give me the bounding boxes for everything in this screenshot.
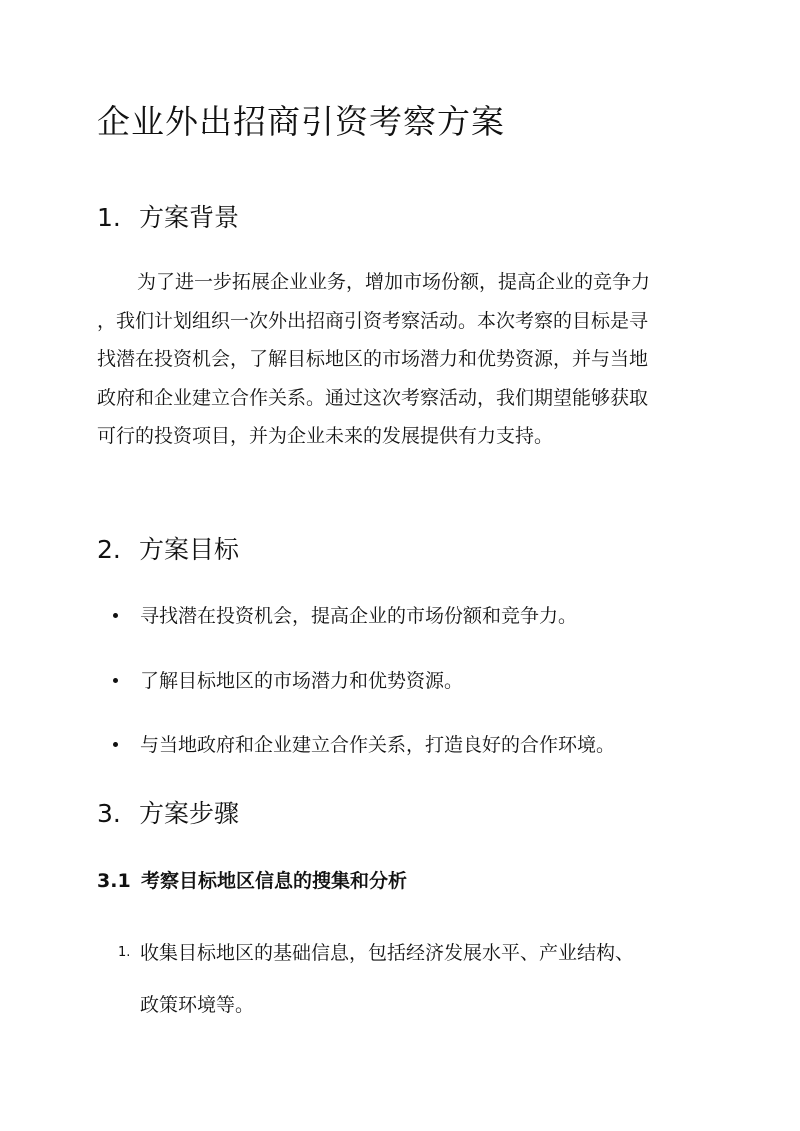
goal-list-item	[113, 601, 577, 628]
list-marker: 1.	[118, 945, 131, 960]
paragraph-line: 政府和企业建立合作关系。通过这次考察活动，我们期望能够获取	[97, 386, 649, 409]
section-heading-background	[97, 198, 239, 234]
section-number: 1.	[97, 203, 121, 232]
section-title: 方案背景	[139, 203, 240, 232]
goal-text: 了解目标地区的市场潜力和优势资源。	[140, 670, 464, 692]
document-title: 企业外出招商引资考察方案	[97, 102, 505, 141]
bullet-icon	[113, 742, 118, 747]
list-item-line: 收集目标地区的基础信息，包括经济发展水平、产业结构、	[140, 942, 635, 964]
list-item-line: 政策环境等。	[140, 994, 255, 1016]
background-paragraph	[97, 263, 707, 456]
section-heading-goals	[97, 530, 239, 566]
numbered-list-item	[118, 927, 634, 1031]
section-title: 方案目标	[139, 535, 240, 564]
bullet-icon	[113, 613, 118, 618]
section-number: 3.	[97, 799, 121, 828]
goal-list-item	[113, 666, 463, 693]
goal-text: 与当地政府和企业建立合作关系，打造良好的合作环境。	[140, 734, 616, 756]
section-heading-steps	[97, 794, 239, 830]
goal-list-item	[113, 730, 615, 757]
subsection-title: 考察目标地区信息的搜集和分析	[141, 870, 408, 892]
section-number: 2.	[97, 535, 121, 564]
paragraph-line: 为了进一步拓展企业业务，增加市场份额，提高企业的竞争力	[137, 271, 651, 293]
subsection-heading	[97, 866, 407, 893]
paragraph-line: ，我们计划组织一次外出招商引资考察活动。本次考察的目标是寻	[97, 309, 649, 332]
bullet-icon	[113, 678, 118, 683]
goal-text: 寻找潜在投资机会，提高企业的市场份额和竞争力。	[140, 605, 578, 627]
section-title: 方案步骤	[139, 799, 240, 828]
paragraph-line: 找潜在投资机会，了解目标地区的市场潜力和优势资源，并与当地	[97, 348, 649, 370]
subsection-number: 3.1	[97, 870, 131, 892]
paragraph-line: 可行的投资项目，并为企业未来的发展提供有力支持。	[97, 425, 554, 447]
